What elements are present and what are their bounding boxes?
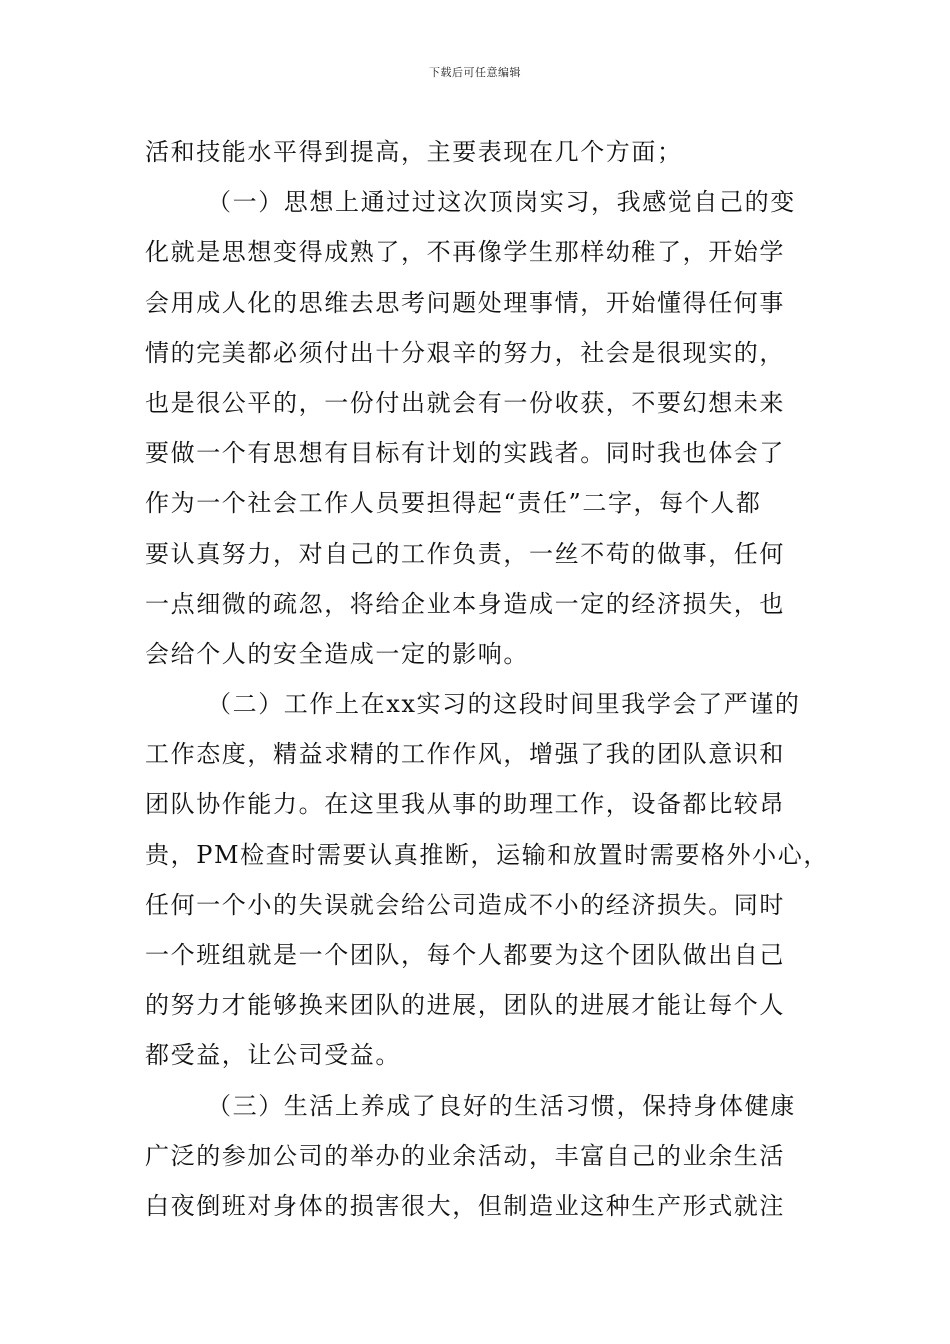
paragraph-3-start: （三）生活上养成了良好的生活习惯，保持身体健康 [207, 1091, 796, 1120]
text-line: 一个班组就是一个团队，每个人都要为这个团队做出自己 [145, 941, 785, 969]
paragraph-2-start: （二）工作上在xx实习的这段时间里我学会了严谨的 [207, 690, 801, 719]
text-line: 情的完美都必须付出十分艰辛的努力，社会是很现实的， [145, 338, 785, 367]
text-line: 一点细微的疏忽，将给企业本身造成一定的经济损失，也 [145, 589, 785, 618]
text-line: 任何一个小的失误就会给公司造成不小的经济损失。同时 [145, 890, 785, 919]
text-line: 都受益，让公司受益。 [145, 1041, 401, 1070]
text-line: 贵，PM检查时需要认真推断，运输和放置时需要格外小心， [145, 840, 829, 869]
text-line: 的努力才能够换来团队的进展，团队的进展才能让每个人 [145, 991, 785, 1020]
text-line: 也是很公平的，一份付出就会有一份收获，不要幻想未来 [145, 388, 785, 417]
text-line: 化就是思想变得成熟了，不再像学生那样幼稚了，开始学 [145, 238, 785, 267]
text-line: 会给个人的安全造成一定的影响。 [145, 639, 529, 668]
text-line: 要做一个有思想有目标有计划的实践者。同时我也体会了 [145, 439, 785, 468]
document-body [145, 127, 829, 1231]
text-line: 作为一个社会工作人员要担得起“责任”二字，每个人都 [145, 489, 762, 518]
text-line: 工作态度，精益求精的工作作风，增强了我的团队意识和 [145, 740, 785, 769]
text-line: 广泛的参加公司的举办的业余活动，丰富自己的业余生活 [145, 1141, 785, 1170]
text-line: 白夜倒班对身体的损害很大，但制造业这种生产形式就注 [145, 1191, 785, 1220]
text-line: 要认真努力，对自己的工作负责，一丝不苟的做事，任何 [145, 539, 785, 568]
header-note: 下载后可任意编辑 [429, 66, 521, 79]
paragraph-1-start: （一）思想上通过过这次顶岗实习，我感觉自己的变 [207, 188, 796, 217]
text-line: 会用成人化的思维去思考问题处理事情，开始懂得任何事 [145, 288, 785, 317]
text-line: 团队协作能力。在这里我从事的助理工作，设备都比较昂 [145, 790, 785, 819]
text-line: 活和技能水平得到提高，主要表现在几个方面； [145, 138, 683, 166]
